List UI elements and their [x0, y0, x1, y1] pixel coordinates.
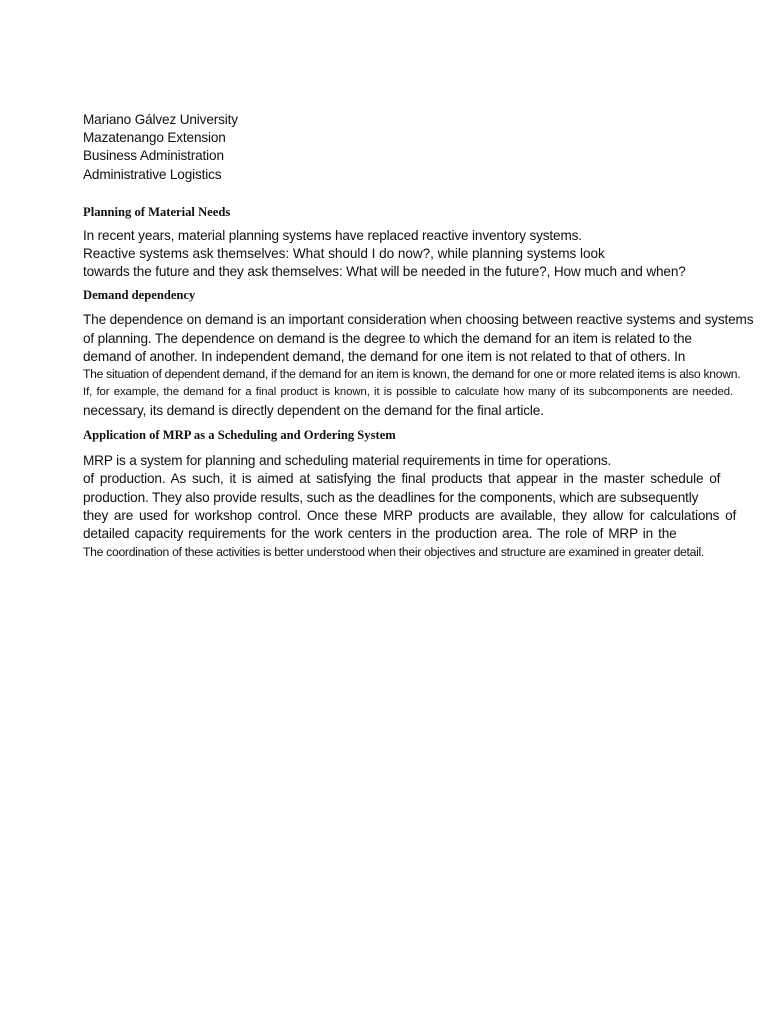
paragraph-line: towards the future and they ask themselves: What will be needed in the future?, How much and when? [83, 264, 686, 280]
paragraph-line: necessary, its demand is directly dependent on the demand for the final article. [83, 403, 544, 419]
section-mrp [83, 427, 763, 561]
paragraph-line: Reactive systems ask themselves: What should I do now?, while planning systems look [83, 246, 605, 262]
document-page [83, 111, 763, 561]
university-name: Mariano Gálvez University [83, 112, 238, 127]
paragraph-line: detailed capacity requirements for the work centers in the production area. The role of MRP in the [83, 526, 677, 542]
paragraph-line: If, for example, the demand for a final product is known, it is possible to calculate how many of its subcomponents are needed. [83, 386, 734, 399]
course-name: Administrative Logistics [83, 166, 222, 182]
program-name: Business Administration [83, 148, 224, 164]
section-planning [83, 204, 763, 282]
paragraph-line: production. They also provide results, such as the deadlines for the components, which are subsequently [83, 489, 699, 505]
document-header [83, 111, 763, 184]
campus-name: Mazatenango Extension [83, 130, 226, 146]
paragraph-line: of production. As such, it is aimed at satisfying the final products that appear in the master schedule of [83, 471, 721, 487]
paragraph-line: of planning. The dependence on demand is the degree to which the demand for an item is related to the [83, 330, 692, 346]
paragraph-line: MRP is a system for planning and scheduling material requirements in time for operations. [83, 453, 612, 469]
paragraph-line: The dependence on demand is an important consideration when choosing between reactive systems and systems [83, 312, 754, 328]
paragraph-line: The situation of dependent demand, if the demand for an item is known, the demand for one or more related items is also known. [83, 367, 741, 382]
paragraph-line: In recent years, material planning systems have replaced reactive inventory systems. [83, 227, 582, 243]
paragraph-line: The coordination of these activities is better understood when their objectives and structure are examined in greater detail. [83, 545, 704, 560]
paragraph-line: demand of another. In independent demand, the demand for one item is not related to that of others. In [83, 348, 686, 364]
section-heading-demand: Demand dependency [83, 288, 196, 303]
section-heading-planning: Planning of Material Needs [83, 204, 231, 219]
paragraph-line: they are used for workshop control. Once these MRP products are available, they allow for calculations of [83, 507, 737, 523]
section-heading-mrp: Application of MRP as a Scheduling and Ordering System [83, 428, 396, 443]
section-demand [83, 287, 763, 420]
